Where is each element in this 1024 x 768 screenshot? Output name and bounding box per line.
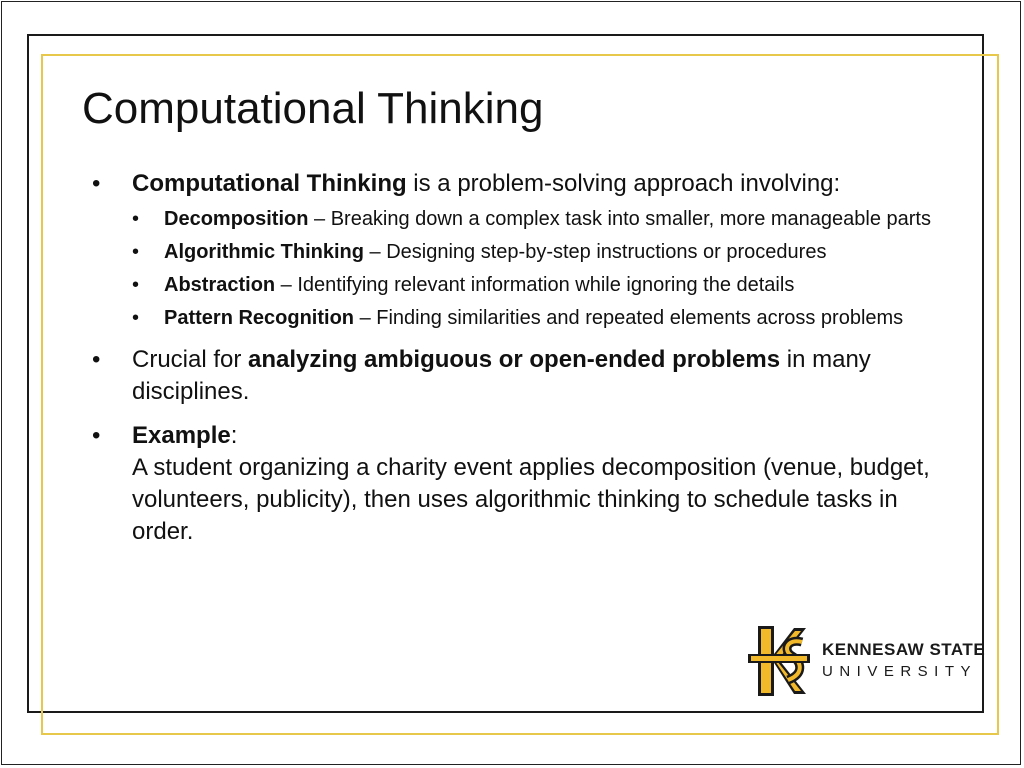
bullet-example [90, 420, 960, 548]
bullet-text: – Finding similarities and repeated elements across problems [354, 307, 904, 329]
slide-content [90, 168, 960, 548]
sub-bullet-abstraction [90, 272, 960, 299]
ksu-monogram-icon [748, 626, 810, 696]
bullet-lead: Abstraction [164, 274, 276, 296]
sub-bullet-decomposition [90, 206, 960, 233]
bullet-lead: analyzing ambiguous or open-ended problems [248, 346, 781, 373]
bullet-lead: Decomposition [164, 208, 309, 230]
bullet-text: – Identifying relevant information while ignoring the details [275, 274, 795, 296]
sub-bullet-pattern-recognition [90, 305, 960, 332]
slide-title: Computational Thinking [82, 84, 544, 133]
bullet-text: in many disciplines. [132, 346, 871, 405]
bullet-marker: • [132, 241, 140, 263]
bullet-marker: • [132, 274, 140, 296]
bullet-computational-thinking [90, 168, 960, 200]
bullet-prefix: Crucial for [132, 346, 249, 373]
example-body: A student organizing a charity event applies decomposition (venue, budget, volunteers, publicity), then uses algorithmic thinking to schedule tasks in order. [132, 454, 930, 545]
bullet-crucial-for [90, 344, 960, 408]
bullet-marker: • [92, 422, 101, 449]
ksu-wordmark-line1: KENNESAW STATE [822, 640, 986, 659]
bullet-lead: Example [132, 422, 231, 449]
bullet-marker: • [92, 346, 101, 373]
bullet-marker: • [92, 170, 101, 197]
ksu-wordmark-line2: UNIVERSITY [822, 663, 978, 680]
sub-bullet-algorithmic-thinking [90, 239, 960, 266]
bullet-text: – Breaking down a complex task into smaller, more manageable parts [308, 208, 931, 230]
bullet-lead: Algorithmic Thinking [164, 241, 364, 263]
bullet-text: : [230, 422, 238, 449]
ksu-wordmark [822, 640, 985, 682]
bullet-text: is a problem-solving approach involving: [406, 170, 841, 197]
bullet-marker: • [132, 307, 140, 329]
bullet-marker: • [132, 208, 140, 230]
bullet-lead: Pattern Recognition [164, 307, 355, 329]
bullet-text: – Designing step-by-step instructions or procedures [364, 241, 827, 263]
bullet-lead: Computational Thinking [132, 170, 407, 197]
